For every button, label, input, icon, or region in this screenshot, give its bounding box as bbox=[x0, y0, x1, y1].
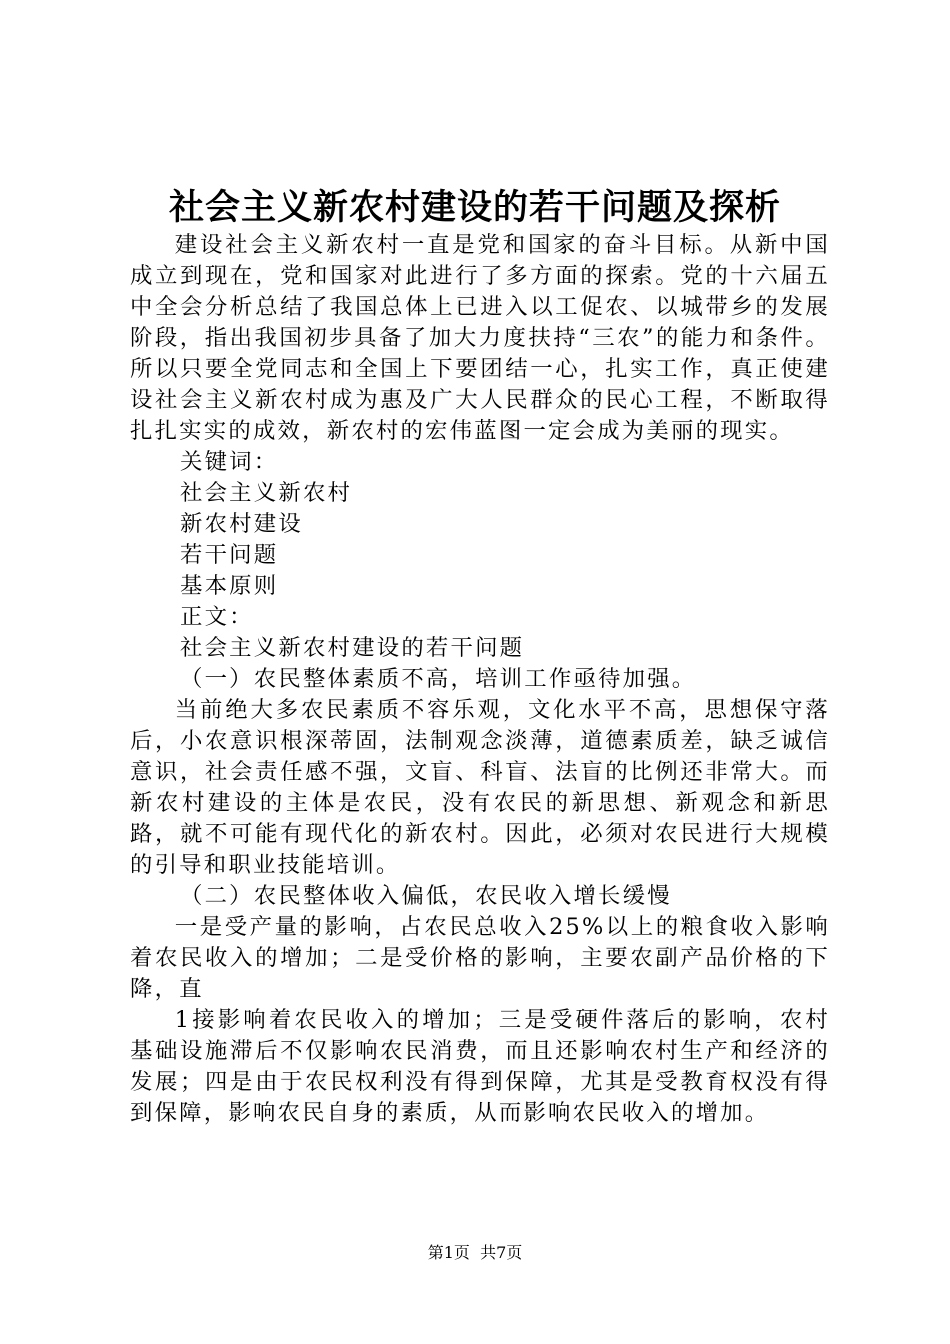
keywords-label: 关键词： bbox=[180, 449, 279, 475]
page-number: 第1页 bbox=[427, 1243, 470, 1262]
subsection-paragraph-2a: 一是受产量的影响，占农民总收入25%以上的粮食收入影响着农民收入的增加；二是受价格的影响，主要农副产品价格的下降，直 bbox=[130, 914, 830, 1002]
page-footer bbox=[0, 1242, 950, 1264]
subsection-heading-2: （二）农民整体收入偏低，农民收入增长缓慢 bbox=[180, 883, 672, 909]
keyword-item: 基本原则 bbox=[180, 573, 279, 599]
document-body bbox=[130, 230, 830, 1129]
keyword-item: 若干问题 bbox=[180, 542, 279, 568]
subsection-paragraph-1: 当前绝大多农民素质不容乐观，文化水平不高，思想保守落后，小农意识根深蒂固，法制观念淡薄，道德素质差，缺乏诚信意识，社会责任感不强，文盲、科盲、法盲的比例还非常大。而新农村建设的主体是农民，没有农民的新思想、新观念和新思路，就不可能有现代化的新农村。因此，必须对农民进行大规模的引导和职业技能培训。 bbox=[130, 697, 830, 878]
subsection-paragraph-2b: 1接影响着农民收入的增加；三是受硬件落后的影响，农村基础设施滞后不仅影响农民消费，而且还影响农村生产和经济的发展；四是由于农民权利没有得到保障，尤其是受教育权没有得到保障，影响农民自身的素质，从而影响农民收入的增加。 bbox=[130, 1007, 830, 1126]
keyword-item: 社会主义新农村 bbox=[180, 480, 353, 506]
keyword-item: 新农村建设 bbox=[180, 511, 303, 537]
body-label: 正文： bbox=[180, 604, 254, 630]
page-total: 共7页 bbox=[480, 1243, 523, 1262]
section-heading: 社会主义新农村建设的若干问题 bbox=[180, 635, 525, 661]
intro-paragraph: 建设社会主义新农村一直是党和国家的奋斗目标。从新中国成立到现在，党和国家对此进行了多方面的探索。党的十六届五中全会分析总结了我国总体上已进入以工促农、以城带乡的发展阶段，指出我国初步具备了加大力度扶持“三农”的能力和条件。所以只要全党同志和全国上下要团结一心，扎实工作，真正使建设社会主义新农村成为惠及广大人民群众的民心工程，不断取得扎扎实实的成效，新农村的宏伟蓝图一定会成为美丽的现实。 bbox=[130, 232, 830, 444]
subsection-heading-1: （一）农民整体素质不高，培训工作亟待加强。 bbox=[180, 666, 697, 692]
document-title: 社会主义新农村建设的若干问题及探析 bbox=[168, 187, 781, 228]
